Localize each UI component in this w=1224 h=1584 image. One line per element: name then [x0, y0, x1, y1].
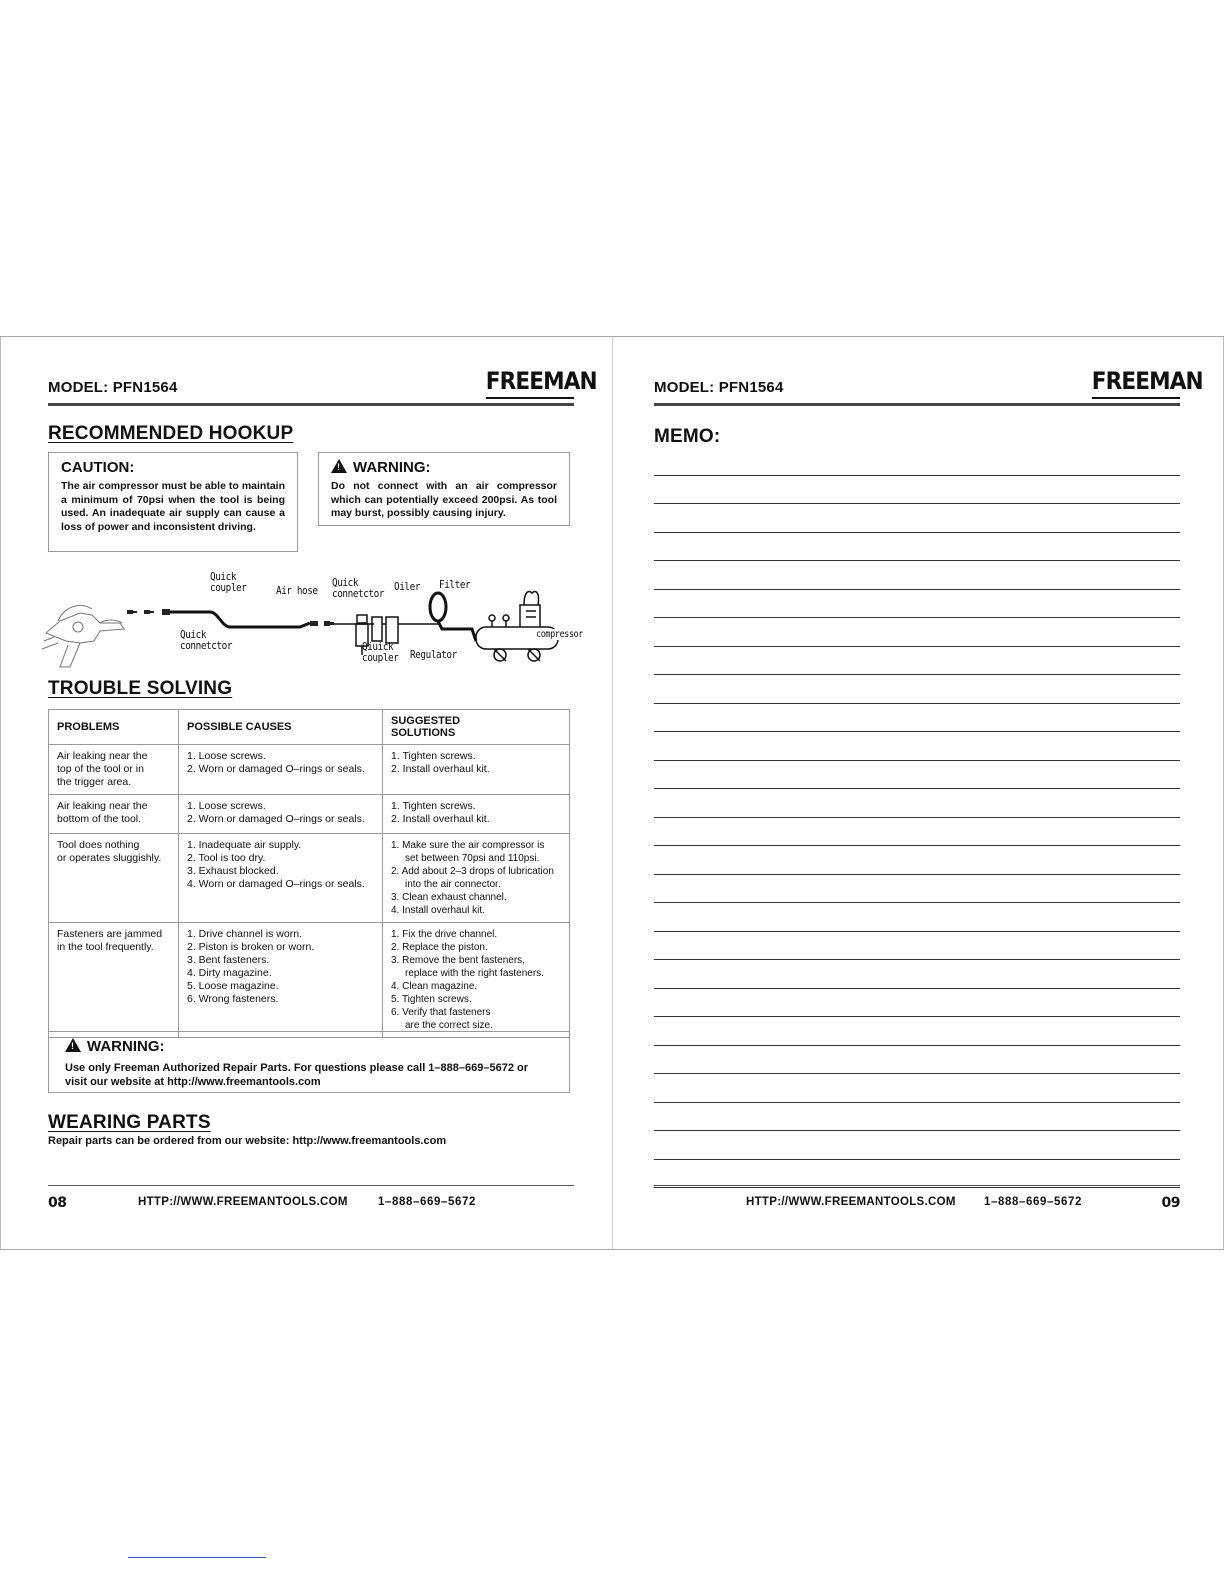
memo-line [654, 818, 1180, 847]
header-solutions: SUGGESTED SOLUTIONS [383, 710, 570, 745]
trouble-table-header [49, 710, 570, 745]
quick-connector-2 [310, 621, 318, 626]
footer-rule [654, 1185, 1180, 1186]
memo-line [654, 476, 1180, 505]
problem-cell: Fasteners are jammed in the tool frequently. [49, 923, 179, 1038]
memo-line [654, 704, 1180, 733]
memo-line [654, 590, 1180, 619]
solutions-cell: 1. Make sure the air compressor is set between 70psi and 110psi. 2. Add about 2–3 drops of lubrication into the air connector. 3. Clean exhaust channel. 4. Install overhaul kit. [383, 834, 570, 923]
solutions-cell: 1. Tighten screws. 2. Install overhaul kit. [383, 745, 570, 795]
memo-line [654, 1017, 1180, 1046]
repair-warning-text: Use only Freeman Authorized Repair Parts. For questions please call 1–888–669–5672 or visit our website at http://www.freemantools.com [65, 1062, 529, 1088]
quick-coupler-1 [144, 610, 154, 614]
memo-line [654, 1046, 1180, 1075]
causes-cell: 1. Drive channel is worn. 2. Piston is broken or worn. 3. Bent fasteners. 4. Dirty magazine. 5. Loose magazine. 6. Wrong fasteners. [179, 923, 383, 1038]
quick-coupler-2 [162, 609, 170, 615]
memo-line [654, 618, 1180, 647]
memo-line [654, 846, 1180, 875]
memo-line [654, 903, 1180, 932]
caution-title: CAUTION: [61, 459, 135, 476]
footer-rule [48, 1185, 574, 1186]
page-09 [654, 337, 1203, 1249]
label-quick-connector-top: Quick connetctor [332, 576, 385, 600]
repair-warning-title: WARNING: [87, 1038, 165, 1055]
memo-line [654, 447, 1180, 476]
quick-coupler-3 [324, 621, 334, 626]
freeman-logo: FREEMAN [486, 367, 574, 399]
memo-title: MEMO: [654, 426, 721, 447]
link-underline [128, 1557, 266, 1558]
hookup-warning-title: WARNING: [353, 459, 431, 476]
compressor-illustration [476, 592, 558, 662]
page-08 [48, 337, 597, 1249]
air-hose [170, 612, 310, 627]
repair-warning-box [48, 1031, 570, 1093]
hookup-diagram [40, 570, 583, 671]
label-oiler: Oiler [394, 580, 421, 593]
page-number: 08 [48, 1195, 67, 1211]
table-row [49, 923, 570, 1038]
solutions-cell: 1. Tighten screws. 2. Install overhaul kit. [383, 795, 570, 834]
label-quick-coupler-bottom: Qiuick coupler [362, 640, 399, 664]
label-compressor: compressor [536, 629, 583, 640]
trouble-table [48, 709, 570, 1038]
table-row [49, 795, 570, 834]
manual-spread [0, 336, 1224, 1250]
quick-connector-1 [127, 610, 137, 614]
hookup-warning-text: Do not connect with an air compressor which can potentially exceed 200psi. As tool may burst, possibly causing injury. [331, 480, 557, 519]
problem-cell: Tool does nothing or operates sluggishly. [49, 834, 179, 923]
table-row [49, 834, 570, 923]
solutions-cell: 1. Fix the drive channel. 2. Replace the piston. 3. Remove the bent fasteners, replace with the right fasteners. 4. Clean magazine. 5. Tighten screws. 6. Verify that fasteners are the correct size. [383, 923, 570, 1038]
caution-text: The air compressor must be able to maintain a minimum of 70psi when the tool is being used. An inadequate air supply can cause a loss of power and inconsistent driving. [61, 480, 285, 533]
footer-url: HTTP://WWW.FREEMANTOOLS.COM [138, 1196, 348, 1208]
table-row [49, 745, 570, 795]
memo-line [654, 1103, 1180, 1132]
label-filter: Filter [439, 578, 471, 591]
memo-line [654, 504, 1180, 533]
warning-icon [65, 1038, 81, 1052]
memo-line [654, 533, 1180, 562]
memo-line [654, 1131, 1180, 1160]
label-regulator: Regulator [410, 648, 457, 661]
header-rule [48, 403, 574, 406]
causes-cell: 1. Loose screws. 2. Worn or damaged O–rings or seals. [179, 795, 383, 834]
label-quick-coupler-top: Quick coupler [210, 570, 247, 594]
footer-phone: 1–888–669–5672 [378, 1196, 476, 1208]
section-title-hookup: RECOMMENDED HOOKUP [48, 423, 294, 444]
memo-line [654, 561, 1180, 590]
memo-line [654, 989, 1180, 1018]
label-quick-connector-bottom: Quick connetctor [180, 628, 233, 652]
memo-line [654, 1160, 1180, 1189]
header-rule [654, 403, 1180, 406]
page-number: 09 [1161, 1195, 1180, 1211]
page-edge-left [0, 337, 1, 1249]
caution-box [48, 452, 298, 552]
nail-gun-illustration [42, 605, 124, 667]
model-label: MODEL: PFN1564 [48, 379, 178, 396]
causes-cell: 1. Inadequate air supply. 2. Tool is too dry. 3. Exhaust blocked. 4. Worn or damaged O–rings or seals. [179, 834, 383, 923]
hookup-warning-box [318, 452, 570, 526]
warning-icon [331, 459, 347, 473]
memo-line [654, 647, 1180, 676]
freeman-logo: FREEMAN [1092, 367, 1180, 399]
memo-line [654, 875, 1180, 904]
memo-line [654, 932, 1180, 961]
memo-line [654, 675, 1180, 704]
header-problems: PROBLEMS [49, 710, 179, 745]
memo-line [654, 960, 1180, 989]
problem-cell: Air leaking near the bottom of the tool. [49, 795, 179, 834]
model-label: MODEL: PFN1564 [654, 379, 784, 396]
memo-line [654, 761, 1180, 790]
memo-line [654, 732, 1180, 761]
section-title-trouble: TROUBLE SOLVING [48, 678, 233, 699]
causes-cell: 1. Loose screws. 2. Worn or damaged O–rings or seals. [179, 745, 383, 795]
section-title-wearing: WEARING PARTS [48, 1112, 211, 1133]
memo-line [654, 789, 1180, 818]
problem-cell: Air leaking near the top of the tool or in the trigger area. [49, 745, 179, 795]
footer-phone: 1–888–669–5672 [984, 1196, 1082, 1208]
wearing-parts-text: Repair parts can be ordered from our website: http://www.freemantools.com [48, 1135, 447, 1147]
header-causes: POSSIBLE CAUSES [179, 710, 383, 745]
hose-loop [430, 593, 446, 621]
label-air-hose: Air hose [276, 584, 318, 597]
footer-url: HTTP://WWW.FREEMANTOOLS.COM [746, 1196, 956, 1208]
memo-line [654, 1074, 1180, 1103]
page-fold [612, 337, 613, 1249]
memo-lines [654, 447, 1180, 1188]
